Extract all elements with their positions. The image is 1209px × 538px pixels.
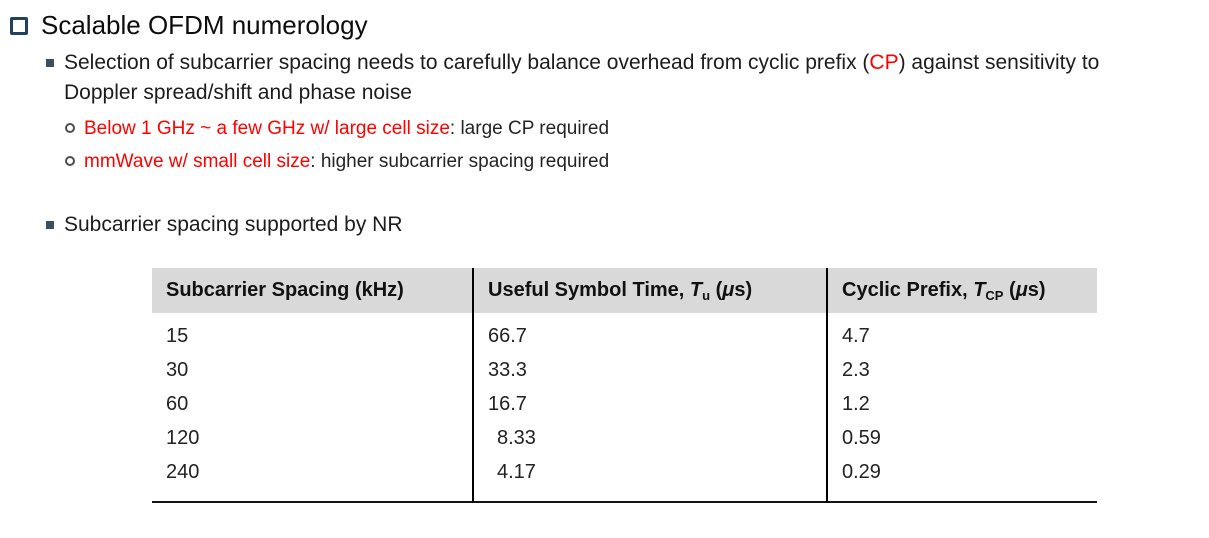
cell-subcarrier-spacing: 120: [166, 427, 200, 449]
table-row: [152, 353, 1097, 387]
cell-cyclic-prefix: 2.3: [827, 353, 1097, 387]
list-item-text: [84, 145, 609, 178]
math-symbol: T: [689, 279, 703, 301]
math-symbol: T: [973, 279, 986, 301]
cell-useful-symbol-time: 33.3: [473, 353, 827, 387]
sub-bullet-list: [65, 112, 1209, 178]
mu-symbol: μ: [1015, 279, 1028, 301]
text-segment: s): [1027, 279, 1046, 301]
circle-bullet-icon: [65, 123, 75, 133]
list-item: [65, 112, 1209, 145]
text-segment: s): [734, 279, 753, 301]
cell-subcarrier-spacing: 60: [166, 393, 189, 415]
cell-cyclic-prefix: 1.2: [827, 387, 1097, 421]
cp-highlight: CP: [869, 51, 899, 74]
cell-useful-symbol-time: 4.17: [473, 455, 827, 502]
subcarrier-spacing-table: [152, 268, 1097, 503]
cell-subcarrier-spacing: 240: [166, 461, 200, 483]
text-segment: Cyclic Prefix,: [842, 279, 974, 301]
text-segment: (: [1003, 279, 1016, 301]
text-segment: (: [710, 279, 723, 301]
square-bullet-icon: [46, 221, 54, 229]
header-subcarrier-spacing: Subcarrier Spacing (kHz): [152, 268, 473, 313]
subscript: u: [702, 288, 711, 303]
table-row: [152, 313, 1097, 353]
text-segment: Selection of subcarrier spacing needs to carefully balance overhead from cyclic prefix (: [64, 51, 870, 74]
text-segment: Useful Symbol Time,: [488, 279, 690, 301]
text-segment: ) against sensitivity to Doppler spread/shift and phase noise: [64, 51, 1100, 104]
subscript: CP: [985, 288, 1004, 303]
cell-subcarrier-spacing: 30: [166, 359, 189, 381]
header-cyclic-prefix: [827, 268, 1097, 313]
cell-useful-symbol-time: 16.7: [473, 387, 827, 421]
circle-bullet-icon: [65, 156, 75, 166]
bullet-selection-text: [64, 48, 1154, 108]
page-title: Scalable OFDM numerology: [41, 10, 368, 40]
text-segment: : large CP required: [449, 118, 610, 139]
text-segment: : higher subcarrier spacing required: [310, 151, 610, 172]
slide-title-row: [10, 8, 1209, 42]
cell-cyclic-prefix: 0.29: [827, 455, 1097, 502]
cell-subcarrier-spacing: 15: [166, 325, 189, 347]
highlight-segment: Below 1 GHz ~ a few GHz w/ large cell size: [84, 118, 450, 139]
bullet-nr: [46, 210, 1209, 240]
square-bullet-icon: [46, 59, 54, 67]
list-item-text: [84, 112, 609, 145]
mu-symbol: μ: [722, 279, 735, 301]
cell-useful-symbol-time: 66.7: [473, 313, 827, 353]
cell-cyclic-prefix: 0.59: [827, 421, 1097, 455]
bullet-selection: [46, 48, 1209, 108]
table-row: [152, 421, 1097, 455]
cell-cyclic-prefix: 4.7: [827, 313, 1097, 353]
bullet-nr-text: Subcarrier spacing supported by NR: [64, 213, 403, 236]
slide: [0, 8, 1209, 503]
header-useful-symbol-time: [473, 268, 827, 313]
square-outline-bullet-icon: [10, 17, 28, 35]
table-row: [152, 455, 1097, 502]
table-row: [152, 387, 1097, 421]
list-item: [65, 145, 1209, 178]
cell-useful-symbol-time: 8.33: [473, 421, 827, 455]
highlight-segment: mmWave w/ small cell size: [84, 151, 311, 172]
table-header-row: [152, 268, 1097, 313]
